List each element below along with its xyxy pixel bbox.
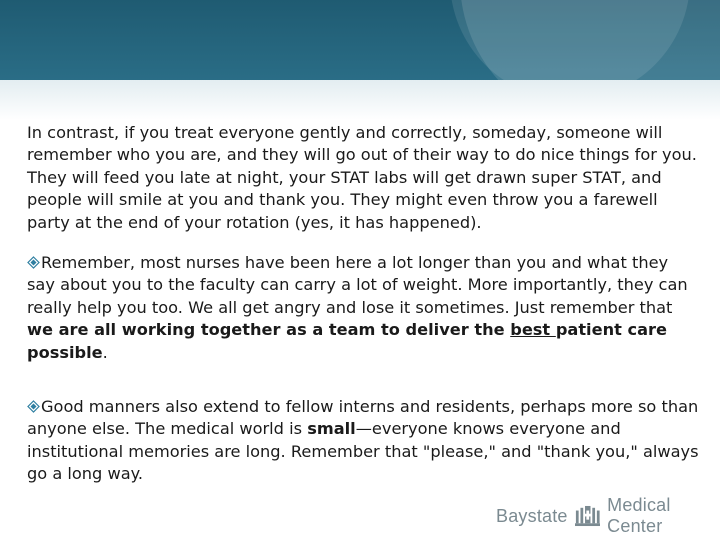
- manners-bold-small: small: [307, 419, 356, 439]
- manners-paragraph: [27, 396, 699, 486]
- remember-best-underline: best: [510, 320, 556, 340]
- diamond-bullet-icon: [27, 400, 40, 413]
- remember-bold-text: we are all working together as a team to deliver the: [27, 320, 511, 340]
- intro-paragraph: In contrast, if you treat everyone gently and correctly, someday, someone will remember who you are, and they will go out of their way to do nice things for you. They will feed you late at night, your STAT labs will get drawn super STAT, and people will smile at you and thank you. They might even throw you a farewell party at the end of your rotation (yes, it has happened).: [27, 123, 697, 232]
- manners-text-end: —everyone knows everyone and institutional memories are long. Remember that "please," and "thank you," always go a long way.: [27, 419, 699, 484]
- remember-text: Remember, most nurses have been here a lot longer than you and what they say about you to the faculty can carry a lot of weight. More importantly, they can really help you too. We all get angry and lose it sometimes. Just remember that: [27, 253, 688, 317]
- manners-text: Good manners also extend to fellow interns and residents, perhaps more so than anyone else. The medical world is: [27, 397, 699, 439]
- slide-body: [27, 122, 699, 486]
- baystate-logo-icon: [575, 504, 601, 528]
- baystate-logo: [496, 495, 720, 536]
- remember-paragraph: [27, 252, 699, 364]
- header-fade: [0, 80, 720, 120]
- logo-text-right: Medical Center: [607, 495, 671, 536]
- remember-bold-end: patient care possible: [27, 320, 667, 362]
- remember-period: .: [102, 342, 108, 362]
- header-band: [0, 0, 720, 80]
- logo-text-left: Baystate: [496, 505, 568, 526]
- diamond-bullet-icon: [27, 256, 40, 269]
